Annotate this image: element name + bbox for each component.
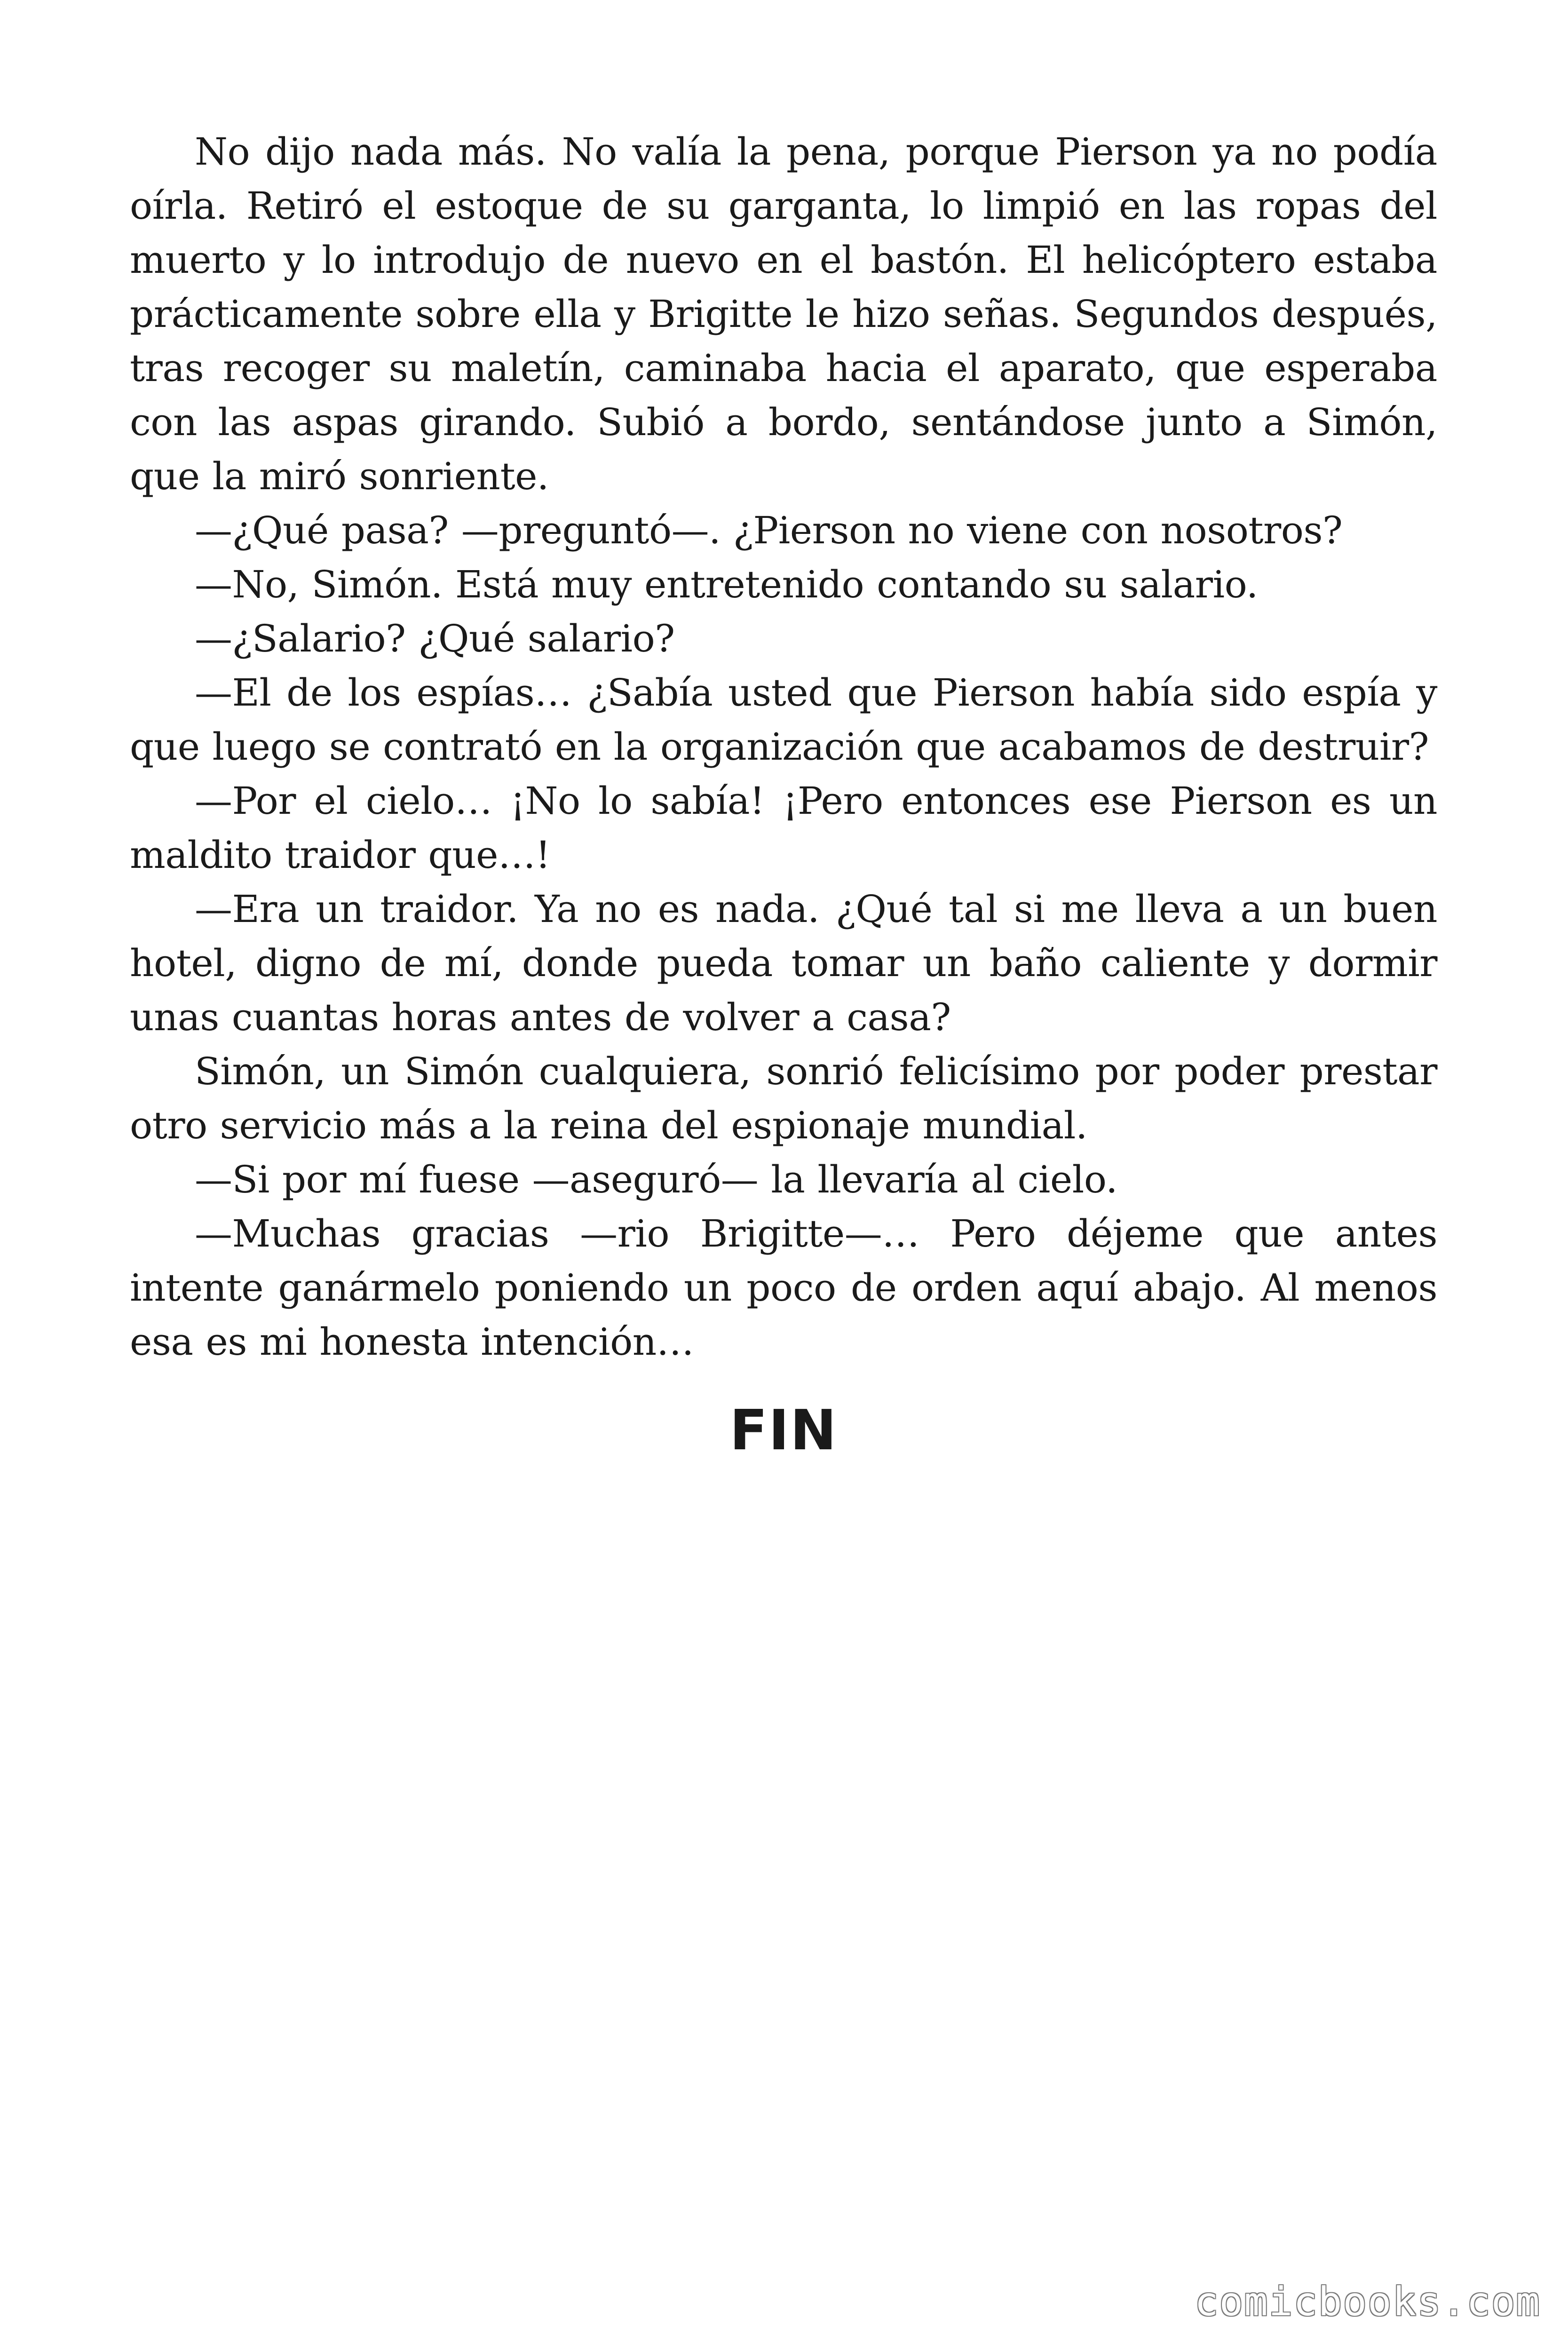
end-title: FIN [729,1398,838,1462]
paragraph-3: —No, Simón. Está muy entretenido contando su salario. [195,563,1258,606]
paragraph-8: Simón, un Simón cualquiera, sonrió felicísimo por poder prestar otro servicio más a la reina del espionaje mundial. [130,1049,1437,1147]
paragraph-5: —El de los espías… ¿Sabía usted que Pierson había sido espía y que luego se contrató en la organización que acabamos de destruir? [130,671,1437,769]
paragraph-2: —¿Qué pasa? —preguntó—. ¿Pierson no viene con nosotros? [195,509,1343,552]
paragraph-10: —Muchas gracias —rio Brigitte—… Pero déjeme que antes intente ganármelo poniendo un poco de orden aquí abajo. Al menos esa es mi honesta intención… [130,1212,1437,1364]
paragraph-6: —Por el cielo… ¡No lo sabía! ¡Pero entonces ese Pierson es un maldito traidor que…! [130,779,1437,877]
page-body [130,125,1437,1463]
paragraph-4: —¿Salario? ¿Qué salario? [195,617,675,660]
paragraph-7: —Era un traidor. Ya no es nada. ¿Qué tal si me lleva a un buen hotel, digno de mí, donde pueda tomar un baño caliente y dormir unas cuantas horas antes de volver a casa? [130,887,1437,1039]
watermark: comicbooks.com [1194,2279,1541,2325]
paragraph-9: —Si por mí fuese —aseguró— la llevaría al cielo. [195,1158,1117,1201]
paragraph-1: No dijo nada más. No valía la pena, porque Pierson ya no podía oírla. Retiró el estoque de su garganta, lo limpió en las ropas del muerto y lo introdujo de nuevo en el bastón. El helicóptero estaba prácticamente sobre ella y Brigitte le hizo señas. Segundos después, tras recoger su maletín, caminaba hacia el aparato, que esperaba con las aspas girando. Subió a bordo, sentándose junto a Simón, que la miró sonriente. [130,130,1437,498]
